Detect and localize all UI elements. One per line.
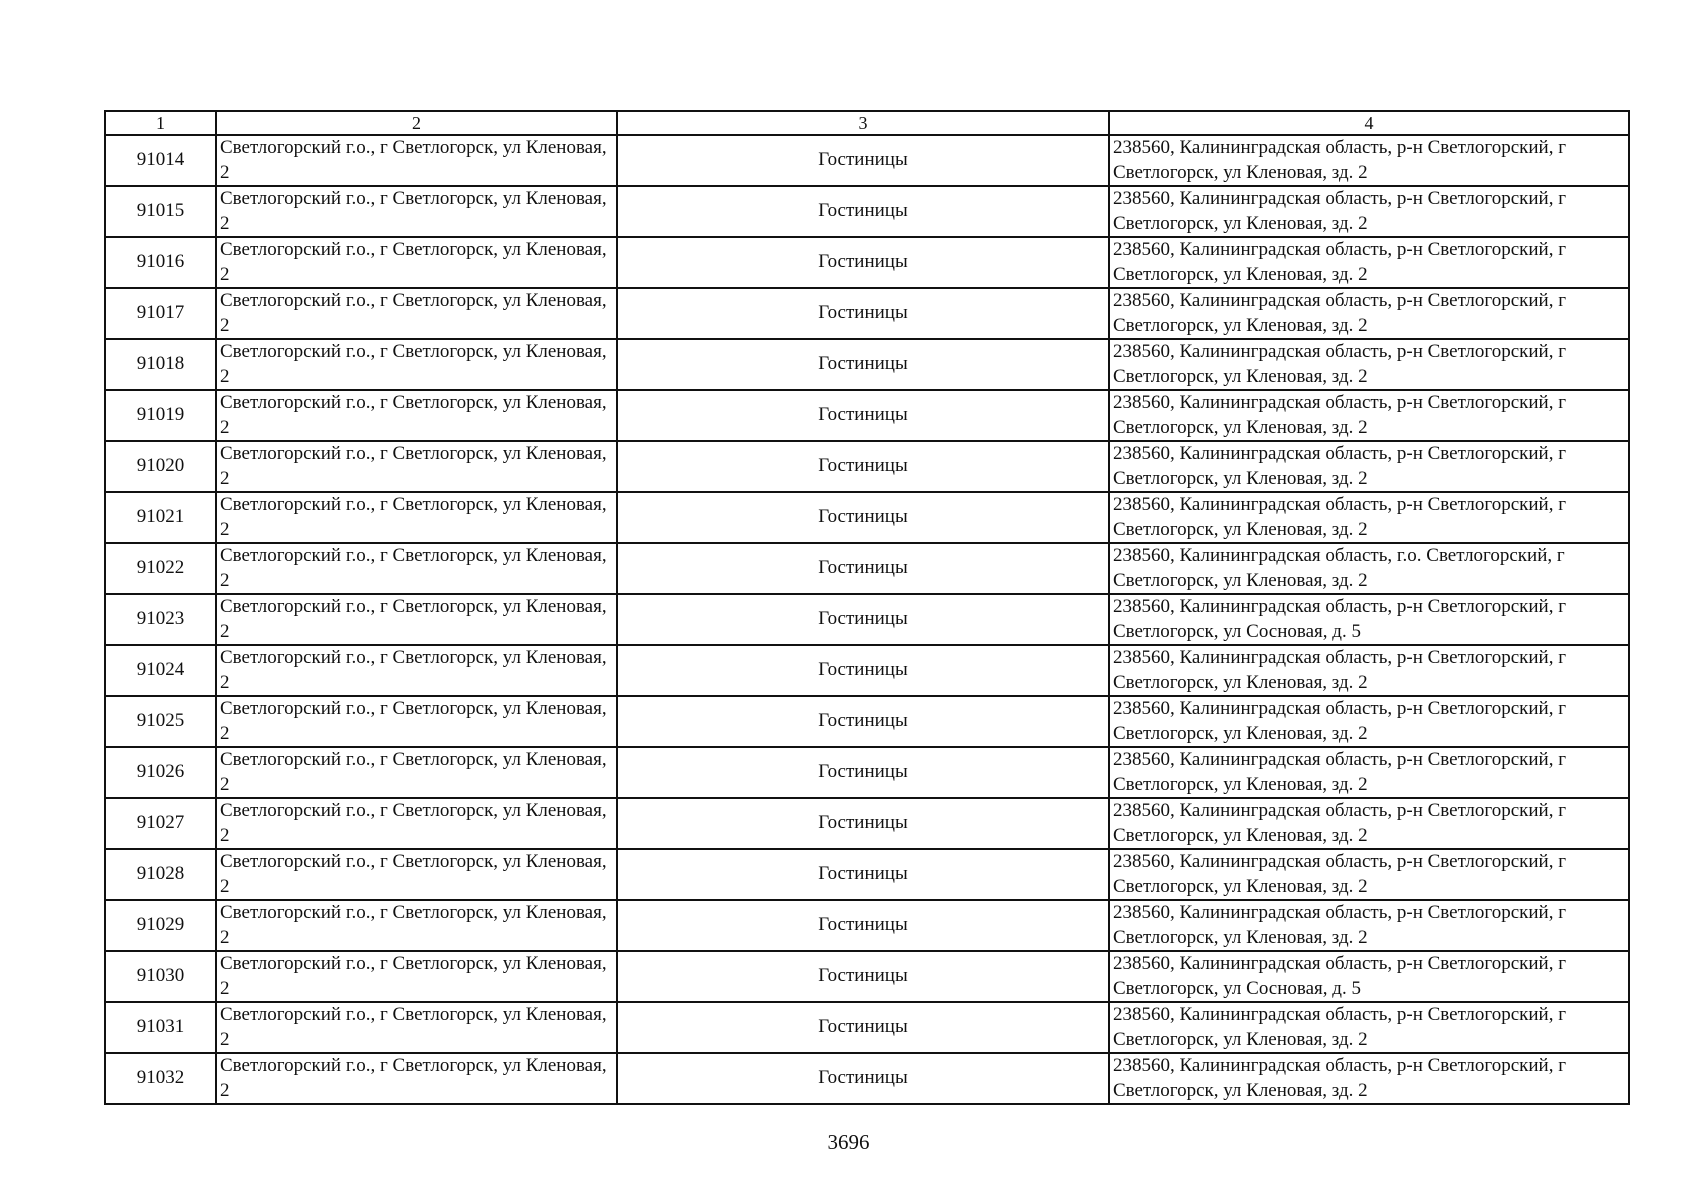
category-cell: Гостиницы bbox=[617, 798, 1109, 849]
row-number-cell: 91032 bbox=[105, 1053, 216, 1104]
row-number-cell: 91030 bbox=[105, 951, 216, 1002]
category-cell: Гостиницы bbox=[617, 492, 1109, 543]
column-header-2: 2 bbox=[216, 111, 617, 135]
column-header-1: 1 bbox=[105, 111, 216, 135]
address-cell: 238560, Калининградская область, р-н Светлогорский, г Светлогорск, ул Сосновая, д. 5 bbox=[1109, 951, 1629, 1002]
address-cell: 238560, Калининградская область, р-н Светлогорский, г Светлогорск, ул Кленовая, зд. 2 bbox=[1109, 339, 1629, 390]
row-number-cell: 91014 bbox=[105, 135, 216, 186]
location-cell: Светлогорский г.о., г Светлогорск, ул Кленовая, 2 bbox=[216, 288, 617, 339]
row-number-cell: 91016 bbox=[105, 237, 216, 288]
table-row bbox=[105, 237, 1629, 288]
row-number-cell: 91022 bbox=[105, 543, 216, 594]
table-row bbox=[105, 951, 1629, 1002]
category-cell: Гостиницы bbox=[617, 951, 1109, 1002]
address-cell: 238560, Калининградская область, р-н Светлогорский, г Светлогорск, ул Кленовая, зд. 2 bbox=[1109, 798, 1629, 849]
row-number-cell: 91031 bbox=[105, 1002, 216, 1053]
location-cell: Светлогорский г.о., г Светлогорск, ул Кленовая, 2 bbox=[216, 543, 617, 594]
location-cell: Светлогорский г.о., г Светлогорск, ул Кленовая, 2 bbox=[216, 594, 617, 645]
address-cell: 238560, Калининградская область, р-н Светлогорский, г Светлогорск, ул Кленовая, зд. 2 bbox=[1109, 1053, 1629, 1104]
location-cell: Светлогорский г.о., г Светлогорск, ул Кленовая, 2 bbox=[216, 798, 617, 849]
address-cell: 238560, Калининградская область, р-н Светлогорский, г Светлогорск, ул Кленовая, зд. 2 bbox=[1109, 237, 1629, 288]
location-cell: Светлогорский г.о., г Светлогорск, ул Кленовая, 2 bbox=[216, 645, 617, 696]
row-number-cell: 91018 bbox=[105, 339, 216, 390]
location-cell: Светлогорский г.о., г Светлогорск, ул Кленовая, 2 bbox=[216, 135, 617, 186]
row-number-cell: 91023 bbox=[105, 594, 216, 645]
table-row bbox=[105, 645, 1629, 696]
row-number-cell: 91026 bbox=[105, 747, 216, 798]
table-row bbox=[105, 492, 1629, 543]
location-cell: Светлогорский г.о., г Светлогорск, ул Кленовая, 2 bbox=[216, 951, 617, 1002]
category-cell: Гостиницы bbox=[617, 747, 1109, 798]
address-cell: 238560, Калининградская область, р-н Светлогорский, г Светлогорск, ул Кленовая, зд. 2 bbox=[1109, 492, 1629, 543]
table-row bbox=[105, 288, 1629, 339]
category-cell: Гостиницы bbox=[617, 186, 1109, 237]
category-cell: Гостиницы bbox=[617, 288, 1109, 339]
column-header-4: 4 bbox=[1109, 111, 1629, 135]
row-number-cell: 91029 bbox=[105, 900, 216, 951]
category-cell: Гостиницы bbox=[617, 135, 1109, 186]
category-cell: Гостиницы bbox=[617, 900, 1109, 951]
row-number-cell: 91024 bbox=[105, 645, 216, 696]
category-cell: Гостиницы bbox=[617, 849, 1109, 900]
category-cell: Гостиницы bbox=[617, 441, 1109, 492]
row-number-cell: 91017 bbox=[105, 288, 216, 339]
address-cell: 238560, Калининградская область, р-н Светлогорский, г Светлогорск, ул Кленовая, зд. 2 bbox=[1109, 1002, 1629, 1053]
address-cell: 238560, Калининградская область, р-н Светлогорский, г Светлогорск, ул Кленовая, зд. 2 bbox=[1109, 288, 1629, 339]
location-cell: Светлогорский г.о., г Светлогорск, ул Кленовая, 2 bbox=[216, 849, 617, 900]
category-cell: Гостиницы bbox=[617, 339, 1109, 390]
table-row bbox=[105, 441, 1629, 492]
address-cell: 238560, Калининградская область, р-н Светлогорский, г Светлогорск, ул Кленовая, зд. 2 bbox=[1109, 441, 1629, 492]
row-number-cell: 91027 bbox=[105, 798, 216, 849]
address-cell: 238560, Калининградская область, г.о. Светлогорский, г Светлогорск, ул Кленовая, зд. 2 bbox=[1109, 543, 1629, 594]
table-row bbox=[105, 1002, 1629, 1053]
location-cell: Светлогорский г.о., г Светлогорск, ул Кленовая, 2 bbox=[216, 186, 617, 237]
table-body bbox=[105, 135, 1629, 1104]
category-cell: Гостиницы bbox=[617, 1053, 1109, 1104]
table-row bbox=[105, 339, 1629, 390]
address-cell: 238560, Калининградская область, р-н Светлогорский, г Светлогорск, ул Кленовая, зд. 2 bbox=[1109, 849, 1629, 900]
table-row bbox=[105, 543, 1629, 594]
location-cell: Светлогорский г.о., г Светлогорск, ул Кленовая, 2 bbox=[216, 390, 617, 441]
row-number-cell: 91015 bbox=[105, 186, 216, 237]
address-cell: 238560, Калининградская область, р-н Светлогорский, г Светлогорск, ул Кленовая, зд. 2 bbox=[1109, 390, 1629, 441]
table-row bbox=[105, 798, 1629, 849]
location-cell: Светлогорский г.о., г Светлогорск, ул Кленовая, 2 bbox=[216, 492, 617, 543]
location-cell: Светлогорский г.о., г Светлогорск, ул Кленовая, 2 bbox=[216, 696, 617, 747]
table-row bbox=[105, 186, 1629, 237]
table-row bbox=[105, 594, 1629, 645]
address-cell: 238560, Калининградская область, р-н Светлогорский, г Светлогорск, ул Сосновая, д. 5 bbox=[1109, 594, 1629, 645]
location-cell: Светлогорский г.о., г Светлогорск, ул Кленовая, 2 bbox=[216, 441, 617, 492]
table-row bbox=[105, 849, 1629, 900]
table-row bbox=[105, 135, 1629, 186]
location-cell: Светлогорский г.о., г Светлогорск, ул Кленовая, 2 bbox=[216, 237, 617, 288]
address-cell: 238560, Калининградская область, р-н Светлогорский, г Светлогорск, ул Кленовая, зд. 2 bbox=[1109, 747, 1629, 798]
table-row bbox=[105, 747, 1629, 798]
table-header bbox=[105, 111, 1629, 135]
category-cell: Гостиницы bbox=[617, 645, 1109, 696]
address-cell: 238560, Калининградская область, р-н Светлогорский, г Светлогорск, ул Кленовая, зд. 2 bbox=[1109, 645, 1629, 696]
category-cell: Гостиницы bbox=[617, 237, 1109, 288]
category-cell: Гостиницы bbox=[617, 696, 1109, 747]
row-number-cell: 91021 bbox=[105, 492, 216, 543]
column-header-3: 3 bbox=[617, 111, 1109, 135]
category-cell: Гостиницы bbox=[617, 390, 1109, 441]
table-row bbox=[105, 900, 1629, 951]
address-cell: 238560, Калининградская область, р-н Светлогорский, г Светлогорск, ул Кленовая, зд. 2 bbox=[1109, 696, 1629, 747]
row-number-cell: 91019 bbox=[105, 390, 216, 441]
row-number-cell: 91028 bbox=[105, 849, 216, 900]
location-cell: Светлогорский г.о., г Светлогорск, ул Кленовая, 2 bbox=[216, 900, 617, 951]
category-cell: Гостиницы bbox=[617, 594, 1109, 645]
category-cell: Гостиницы bbox=[617, 543, 1109, 594]
location-cell: Светлогорский г.о., г Светлогорск, ул Кленовая, 2 bbox=[216, 1002, 617, 1053]
location-cell: Светлогорский г.о., г Светлогорск, ул Кленовая, 2 bbox=[216, 747, 617, 798]
location-cell: Светлогорский г.о., г Светлогорск, ул Кленовая, 2 bbox=[216, 339, 617, 390]
address-cell: 238560, Калининградская область, р-н Светлогорский, г Светлогорск, ул Кленовая, зд. 2 bbox=[1109, 135, 1629, 186]
table-row bbox=[105, 696, 1629, 747]
registry-table bbox=[104, 110, 1630, 1105]
category-cell: Гостиницы bbox=[617, 1002, 1109, 1053]
address-cell: 238560, Калининградская область, р-н Светлогорский, г Светлогорск, ул Кленовая, зд. 2 bbox=[1109, 186, 1629, 237]
header-row bbox=[105, 111, 1629, 135]
page-number: 3696 bbox=[827, 1130, 870, 1154]
location-cell: Светлогорский г.о., г Светлогорск, ул Кленовая, 2 bbox=[216, 1053, 617, 1104]
table-row bbox=[105, 390, 1629, 441]
table-row bbox=[105, 1053, 1629, 1104]
address-cell: 238560, Калининградская область, р-н Светлогорский, г Светлогорск, ул Кленовая, зд. 2 bbox=[1109, 900, 1629, 951]
row-number-cell: 91025 bbox=[105, 696, 216, 747]
row-number-cell: 91020 bbox=[105, 441, 216, 492]
